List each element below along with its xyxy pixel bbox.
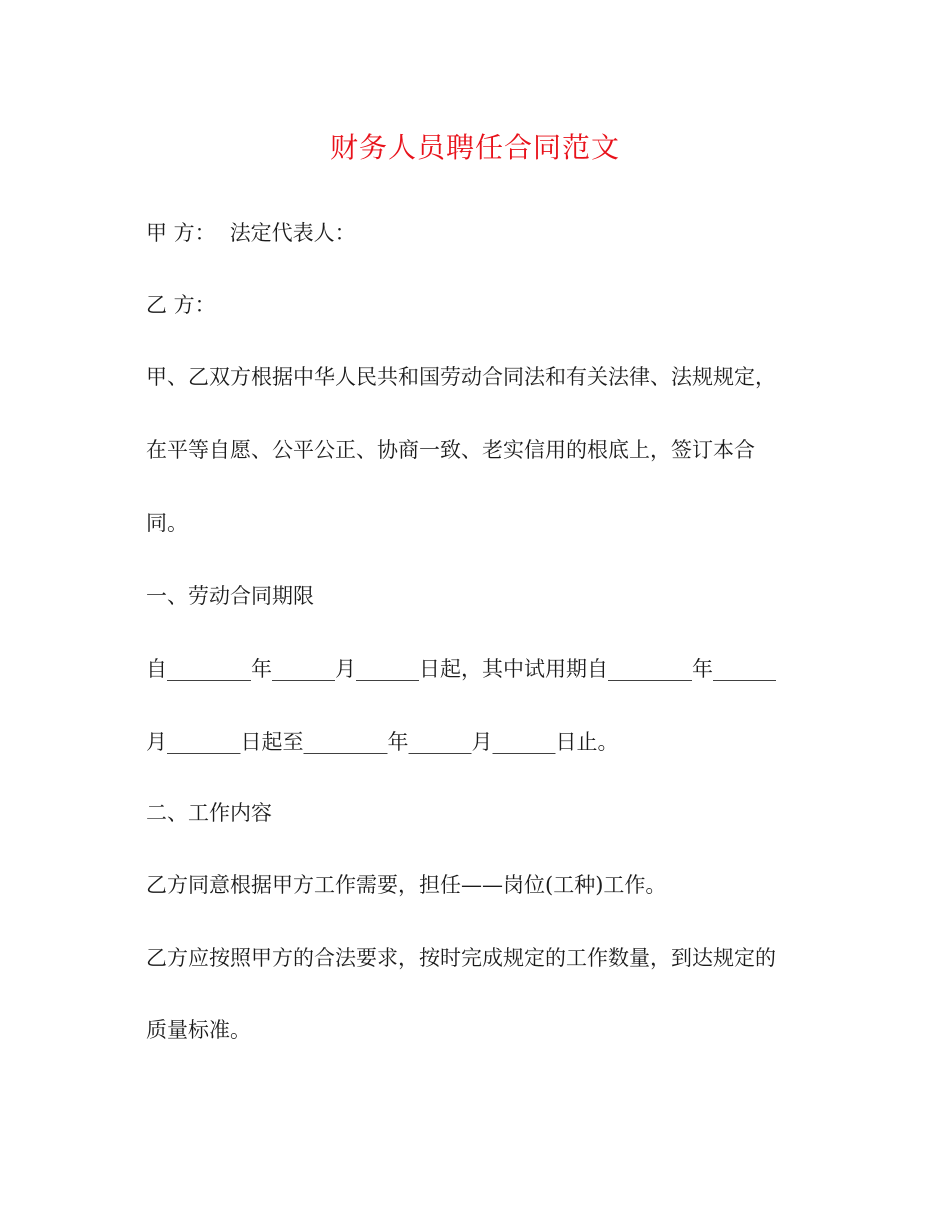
party-a-label: 甲 方： (146, 221, 216, 245)
section-2-line-3: 质量标准。 (146, 1018, 251, 1042)
document-title: 财务人员聘任合同范文 (329, 131, 620, 164)
section-2-heading: 二、工作内容 (146, 801, 272, 825)
section-2-line-2: 乙方应按照甲方的合法要求，按时完成规定的工作数量，到达规定的 (146, 946, 776, 970)
party-a-representative-label: 法定代表人： (229, 221, 356, 245)
preamble-line-1: 甲、乙双方根据中华人民共和国劳动合同法和有关法律、法规规定， (146, 365, 776, 389)
party-b-line: 乙 方： (146, 293, 216, 317)
preamble-line-3: 同。 (146, 511, 188, 535)
section-2-line-1: 乙方同意根据甲方工作需要，担任——岗位(工种)工作。 (146, 873, 667, 897)
section-1-heading: 一、劳动合同期限 (146, 584, 314, 608)
party-a-line (146, 218, 356, 248)
preamble-line-2: 在平等自愿、公平公正、协商一致、老实信用的根底上，签订本合 (146, 438, 755, 462)
section-1-line-1: 自________年______月______日起，其中试用期自________年______ (146, 657, 776, 681)
section-1-line-2: 月_______日起至________年______月______日止。 (146, 730, 619, 754)
